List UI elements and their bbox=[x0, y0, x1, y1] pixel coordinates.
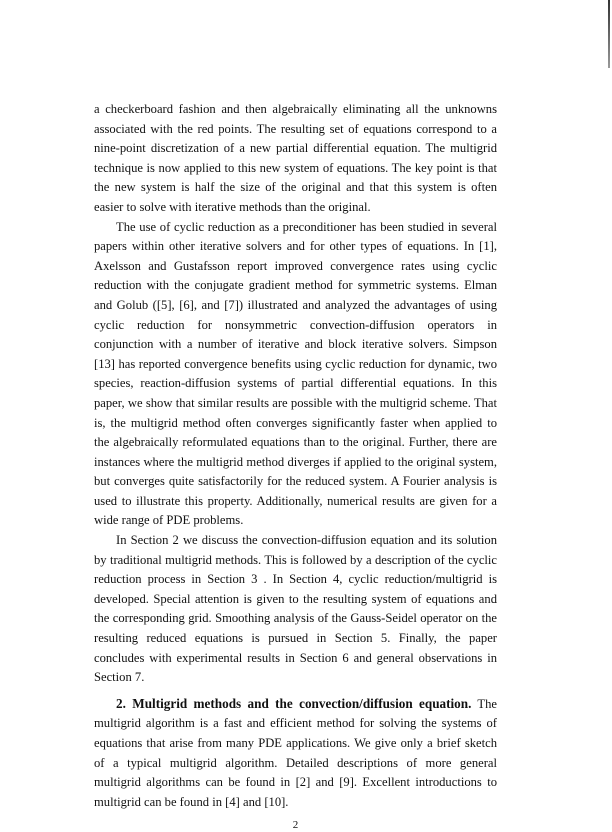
section-2-body: The multigrid algorithm is a fast and efficient method for solving the systems of equations that arise from many PDE applications. We give only a brief sketch of a typical multigrid algorithm. Detailed descriptions of more general multigrid algorithms can be found in [2] and [9]. Excellent introductions to multigrid can be found in [4] and [10]. bbox=[94, 696, 497, 809]
paragraph-cyclic-reduction-background: The use of cyclic reduction as a preconditioner has been studied in several papers within other iterative solvers and for other types of equations. In [1], Axelsson and Gustafsson report improved convergence rates using cyclic reduction with the conjugate gradient method for symmetric systems. Elman and Golub ([5], [6], and [7]) illustrated and analyzed the advantages of using cyclic reduction for nonsymmetric convection-diffusion operators in conjunction with a number of iterative and block iterative solvers. Simpson [13] has reported convergence benefits using cyclic reduction for dynamic, two species, reaction-diffusion systems of partial differential equations. In this paper, we show that similar results are possible with the multigrid scheme. That is, the multigrid method often converges significantly faster when applied to the algebraically reformulated equations than to the original. Further, there are instances where the multigrid method diverges if applied to the original system, but converges quite satisfactorily for the reduced system. A Fourier analysis is used to illustrate this property. Additionally, numerical results are given for a wide range of PDE problems. bbox=[94, 219, 497, 528]
page-number: 2 bbox=[292, 819, 299, 832]
paragraph-paper-outline: In Section 2 we discuss the convection-diffusion equation and its solution by traditional multigrid methods. This is followed by a description of the cyclic reduction process in Section 3 . In Section 4, cyclic reduction/multigrid is developed. Special attention is given to the resulting system of equations and the corresponding grid. Smoothing analysis of the Gauss-Seidel operator on the resulting reduced equations is pursued in Section 5. Finally, the paper concludes with experimental results in Section 6 and general observations in Section 7. bbox=[94, 533, 497, 685]
section-2-paragraph bbox=[94, 694, 497, 813]
paragraph-continuation: a checkerboard fashion and then algebraically eliminating all the unknowns associated with the red points. The resulting set of equations correspond to a nine-point discretization of a new partial differential equation. The multigrid technique is now applied to this new system of equations. The key point is that the new system is half the size of the original and that this system is often easier to solve with iterative methods than the original. bbox=[94, 102, 497, 214]
page-body bbox=[94, 100, 497, 812]
section-heading: 2. Multigrid methods and the convection/diffusion equation. bbox=[116, 695, 472, 711]
scan-artifact-mark bbox=[608, 0, 610, 68]
